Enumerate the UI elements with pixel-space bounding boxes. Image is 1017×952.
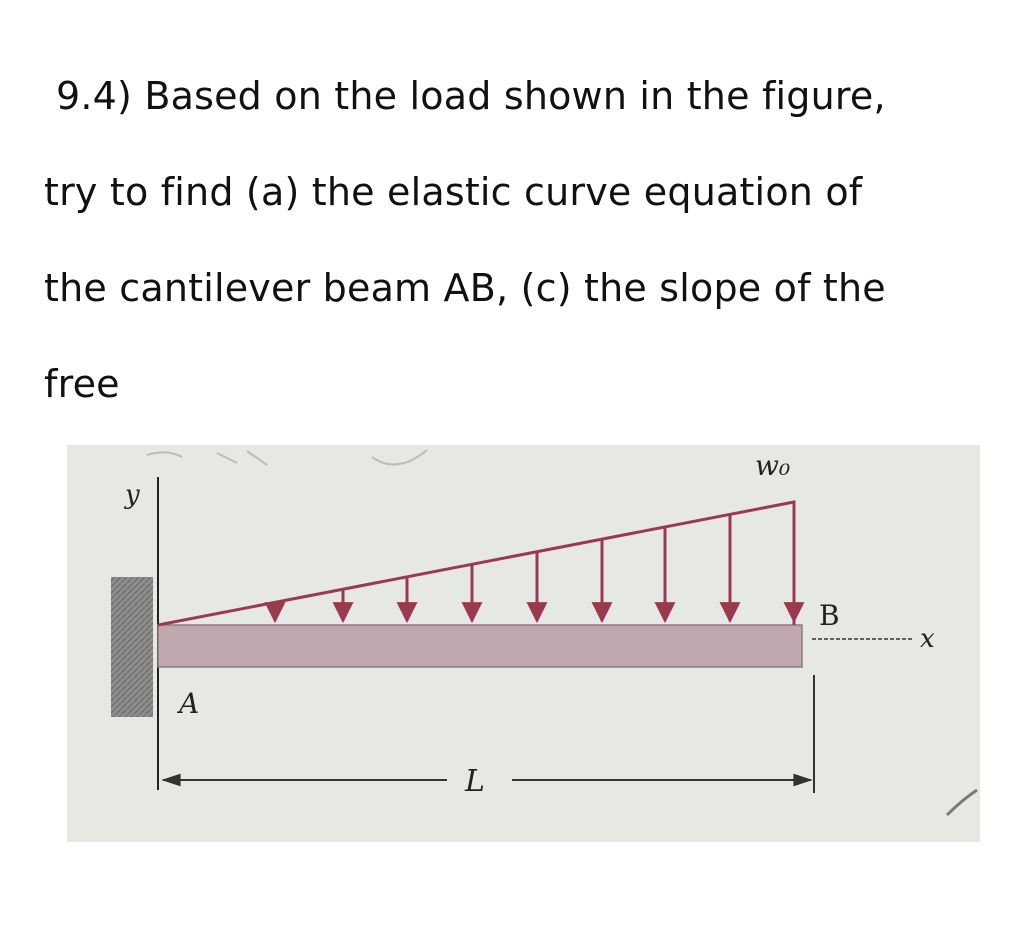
beam-diagram: [67, 445, 980, 842]
problem-statement: [44, 48, 994, 432]
length-label: L: [465, 764, 485, 799]
point-a-label: A: [179, 687, 200, 720]
y-axis-label: y: [125, 480, 140, 510]
problem-line-4: free: [44, 362, 120, 406]
cantilever-beam: [158, 625, 802, 667]
problem-line-3: the cantilever beam AB, (c) the slope of the: [44, 266, 886, 310]
x-axis-label: x: [920, 624, 935, 654]
beam-figure: [67, 445, 980, 842]
problem-line-1: 9.4) Based on the load shown in the figure,: [56, 74, 886, 118]
load-intensity-label: w₀: [755, 449, 791, 482]
fixed-support-wall: [111, 577, 153, 717]
point-b-label: B: [819, 599, 840, 632]
problem-line-2: try to find (a) the elastic curve equation of: [44, 170, 863, 214]
